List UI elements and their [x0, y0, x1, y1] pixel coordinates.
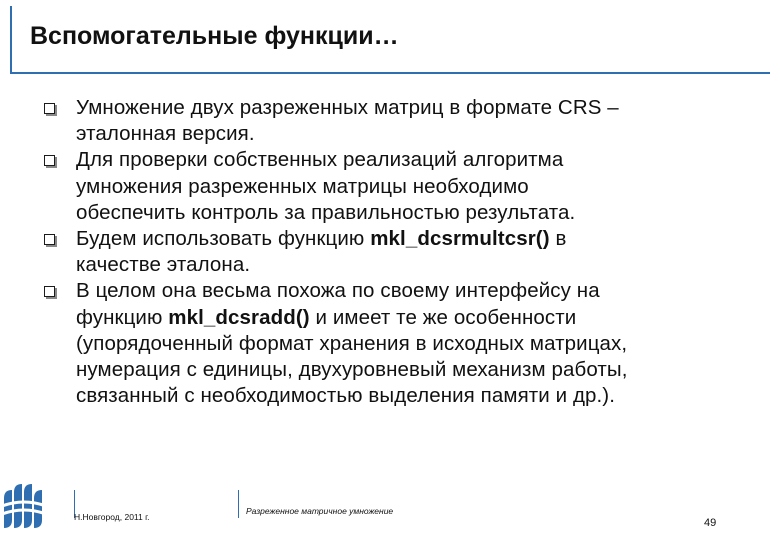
slide-title: Вспомогательные функции… [30, 22, 399, 50]
page-number: 49 [704, 517, 717, 529]
bullet-text: (упорядоченный формат хранения в исходных матрицах, [76, 331, 628, 355]
checkbox-square-icon [44, 234, 55, 245]
bullet-list [44, 95, 744, 409]
bullet-text: Умножение двух разреженных матриц в формате CRS – [76, 96, 619, 119]
checkbox-square-icon [44, 286, 55, 297]
university-logo-icon [0, 480, 48, 536]
checkbox-square-icon [44, 103, 55, 114]
bullet-text: нумерация с единицы, двухуровневый механизм работы, [76, 358, 628, 382]
checkbox-square-icon [44, 155, 55, 166]
bullet-text: Будем использовать функцию [76, 227, 371, 251]
bullet-line [76, 147, 744, 173]
footer-slide-topic: Разреженное матричное умножение [246, 506, 394, 516]
bullet-text: обеспечить контроль за правильностью результата. [76, 200, 576, 224]
bullet-text: функцию [76, 305, 169, 329]
bullet-text: Для проверки собственных реализаций алгоритма [76, 148, 564, 172]
bullet-text: умножения разреженных матрицы необходимо [76, 174, 529, 198]
bullet-text: в [549, 227, 567, 251]
bullet-text: связанный с необходимостью выделения памяти и др.). [76, 384, 616, 408]
bullet-item [44, 278, 744, 409]
bullet-item [44, 226, 744, 278]
bullet-item [44, 147, 744, 226]
bullet-line [76, 383, 744, 409]
bullet-line [76, 121, 744, 147]
bullet-text: В целом она весьма похожа по своему интерфейсу на [76, 279, 600, 303]
footer-divider-center [238, 490, 239, 518]
footer-location-date: Н.Новгород, 2011 г. [74, 512, 150, 522]
bullet-line [76, 278, 744, 304]
bullet-line [76, 95, 744, 121]
bullet-item [44, 95, 744, 147]
function-name: mkl_dcsrmultcsr() [370, 227, 550, 251]
bullet-text: и имеет те же особенности [309, 305, 577, 329]
bullet-text: качестве эталона. [76, 253, 251, 277]
bullet-line [76, 331, 744, 357]
bullet-line [76, 226, 744, 252]
bullet-line [76, 305, 744, 331]
bullet-text: эталонная версия. [76, 122, 255, 146]
function-name: mkl_dcsradd() [168, 305, 310, 329]
bullet-line [76, 252, 744, 278]
bullet-line [76, 357, 744, 383]
bullet-line [76, 174, 744, 200]
bullet-line [76, 200, 744, 226]
